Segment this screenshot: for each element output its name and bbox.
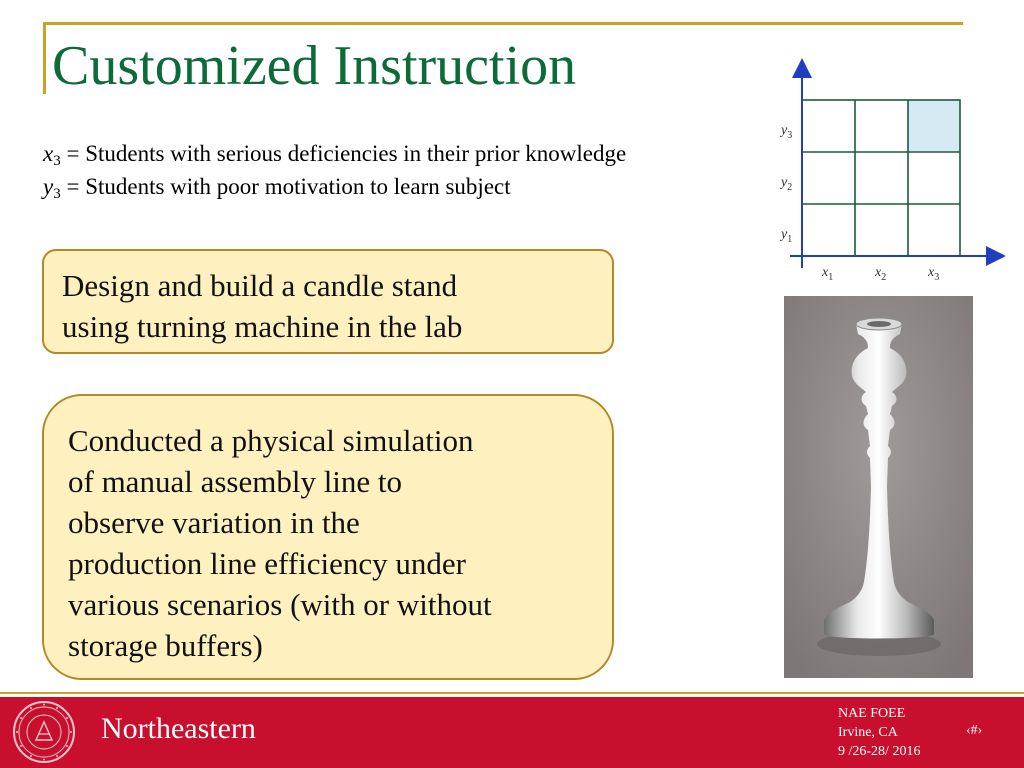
- title-rule-top: [43, 22, 963, 25]
- definition-sub: 3: [53, 153, 61, 169]
- brand-name: Northeastern: [101, 712, 256, 745]
- student-grid-diagram: [770, 58, 1010, 290]
- definition-text: = Students with poor motivation to learn subject: [60, 174, 511, 199]
- definition-text: = Students with serious deficiencies in their prior knowledge: [60, 141, 627, 166]
- box-line: Conducted a physical simulation: [68, 423, 474, 458]
- definition-var: y: [43, 174, 54, 199]
- definition-y3: [43, 175, 511, 202]
- footer-accent-line: [0, 692, 1024, 694]
- box-line: using turning machine in the lab: [62, 309, 463, 344]
- event-info-line: 9 /26-28/ 2016: [838, 744, 921, 759]
- y-label-3: $y_3$: [781, 123, 793, 141]
- x-label-3: $x_3$: [928, 265, 940, 283]
- assembly-simulation-box: [42, 394, 614, 680]
- definition-var: x: [43, 141, 54, 166]
- y-label-1: $y_1$: [781, 227, 793, 245]
- event-info-line: NAE FOEE: [838, 706, 906, 721]
- candle-stand-photo: [784, 296, 973, 678]
- event-info-line: Irvine, CA: [838, 725, 898, 740]
- box-line: storage buffers): [68, 628, 263, 663]
- event-info: [838, 704, 920, 761]
- candle-stand-icon: [784, 296, 973, 678]
- box-line: production line efficiency under: [68, 546, 466, 581]
- box-line: of manual assembly line to: [68, 464, 403, 499]
- definition-x3: [43, 142, 626, 169]
- slide-number: ‹#›: [966, 723, 983, 738]
- highlight-cell-x3-y3: [908, 100, 960, 152]
- box-line: observe variation in the: [68, 505, 360, 540]
- university-seal-icon: [12, 700, 76, 764]
- x-label-1: $x_1$: [822, 265, 834, 283]
- box-line: various scenarios (with or without: [68, 587, 492, 622]
- definition-sub: 3: [53, 186, 61, 202]
- slide-title: Customized Instruction: [52, 35, 577, 97]
- title-rule-left: [43, 22, 46, 94]
- candle-stand-project-box: [42, 249, 614, 354]
- x-label-2: $x_2$: [875, 265, 887, 283]
- box-line: Design and build a candle stand: [62, 268, 458, 303]
- y-label-2: $y_2$: [781, 175, 793, 193]
